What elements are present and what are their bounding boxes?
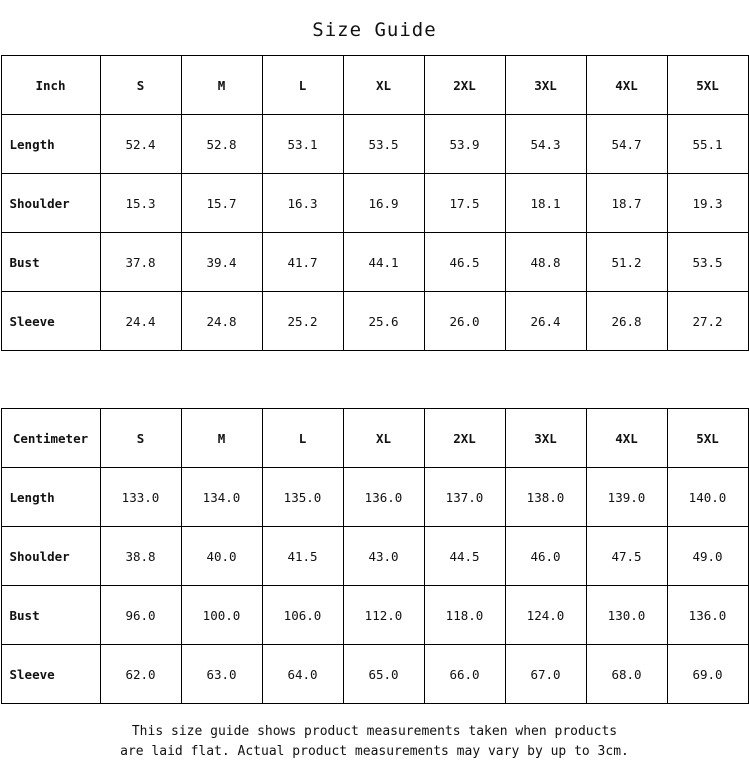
cell-value: 66.0: [424, 645, 505, 704]
cell-value: 46.0: [505, 527, 586, 586]
size-header-2xl: 2XL: [424, 56, 505, 115]
cell-value: 49.0: [667, 527, 748, 586]
cell-value: 54.3: [505, 115, 586, 174]
table-row: [1, 174, 748, 233]
centimeter-size-table: [1, 408, 749, 704]
footnote-line-1: This size guide shows product measurements taken when products: [131, 724, 618, 739]
measure-label-bust: Bust: [1, 586, 100, 645]
cell-value: 52.8: [181, 115, 262, 174]
cell-value: 62.0: [100, 645, 181, 704]
cell-value: 41.7: [262, 233, 343, 292]
cell-value: 53.9: [424, 115, 505, 174]
size-header-m: M: [181, 409, 262, 468]
cell-value: 118.0: [424, 586, 505, 645]
table-row: [1, 233, 748, 292]
cell-value: 25.2: [262, 292, 343, 351]
cell-value: 46.5: [424, 233, 505, 292]
size-header-4xl: 4XL: [586, 56, 667, 115]
cell-value: 26.4: [505, 292, 586, 351]
size-header-l: L: [262, 409, 343, 468]
cell-value: 135.0: [262, 468, 343, 527]
cell-value: 44.1: [343, 233, 424, 292]
table-row: [1, 115, 748, 174]
table-header-row: [1, 409, 748, 468]
cell-value: 65.0: [343, 645, 424, 704]
cell-value: 54.7: [586, 115, 667, 174]
measure-label-shoulder: Shoulder: [1, 174, 100, 233]
page-title: Size Guide: [312, 19, 437, 41]
size-header-s: S: [100, 409, 181, 468]
footnote: [0, 704, 749, 762]
size-header-s: S: [100, 56, 181, 115]
cell-value: 41.5: [262, 527, 343, 586]
table-row: [1, 468, 748, 527]
cell-value: 47.5: [586, 527, 667, 586]
cell-value: 26.8: [586, 292, 667, 351]
table-row: [1, 645, 748, 704]
measure-label-length: Length: [1, 115, 100, 174]
cell-value: 106.0: [262, 586, 343, 645]
cell-value: 53.1: [262, 115, 343, 174]
cell-value: 18.1: [505, 174, 586, 233]
cell-value: 96.0: [100, 586, 181, 645]
cell-value: 100.0: [181, 586, 262, 645]
cell-value: 15.7: [181, 174, 262, 233]
size-header-2xl: 2XL: [424, 409, 505, 468]
cell-value: 37.8: [100, 233, 181, 292]
cell-value: 64.0: [262, 645, 343, 704]
cell-value: 27.2: [667, 292, 748, 351]
cell-value: 40.0: [181, 527, 262, 586]
cell-value: 124.0: [505, 586, 586, 645]
size-header-xl: XL: [343, 409, 424, 468]
size-header-3xl: 3XL: [505, 56, 586, 115]
cell-value: 18.7: [586, 174, 667, 233]
cell-value: 43.0: [343, 527, 424, 586]
cell-value: 53.5: [667, 233, 748, 292]
cell-value: 136.0: [343, 468, 424, 527]
cell-value: 112.0: [343, 586, 424, 645]
cell-value: 24.4: [100, 292, 181, 351]
size-header-xl: XL: [343, 56, 424, 115]
cell-value: 16.3: [262, 174, 343, 233]
table-row: [1, 586, 748, 645]
cell-value: 26.0: [424, 292, 505, 351]
cell-value: 63.0: [181, 645, 262, 704]
cell-value: 39.4: [181, 233, 262, 292]
table-row: [1, 292, 748, 351]
cell-value: 51.2: [586, 233, 667, 292]
cell-value: 38.8: [100, 527, 181, 586]
measure-label-sleeve: Sleeve: [1, 292, 100, 351]
unit-header-inch: Inch: [1, 56, 100, 115]
cell-value: 55.1: [667, 115, 748, 174]
cell-value: 48.8: [505, 233, 586, 292]
cell-value: 24.8: [181, 292, 262, 351]
cell-value: 17.5: [424, 174, 505, 233]
cell-value: 133.0: [100, 468, 181, 527]
cell-value: 67.0: [505, 645, 586, 704]
cell-value: 140.0: [667, 468, 748, 527]
cell-value: 69.0: [667, 645, 748, 704]
cell-value: 138.0: [505, 468, 586, 527]
cell-value: 68.0: [586, 645, 667, 704]
size-header-l: L: [262, 56, 343, 115]
cell-value: 137.0: [424, 468, 505, 527]
size-header-4xl: 4XL: [586, 409, 667, 468]
table-spacer: [1, 351, 749, 408]
cell-value: 134.0: [181, 468, 262, 527]
cell-value: 16.9: [343, 174, 424, 233]
table-header-row: [1, 56, 748, 115]
measure-label-shoulder: Shoulder: [1, 527, 100, 586]
cell-value: 25.6: [343, 292, 424, 351]
inch-size-table: [1, 55, 749, 351]
size-header-5xl: 5XL: [667, 409, 748, 468]
cell-value: 139.0: [586, 468, 667, 527]
size-header-m: M: [181, 56, 262, 115]
measure-label-length: Length: [1, 468, 100, 527]
size-header-3xl: 3XL: [505, 409, 586, 468]
cell-value: 44.5: [424, 527, 505, 586]
unit-header-centimeter: Centimeter: [1, 409, 100, 468]
cell-value: 52.4: [100, 115, 181, 174]
cell-value: 136.0: [667, 586, 748, 645]
table-row: [1, 527, 748, 586]
cell-value: 19.3: [667, 174, 748, 233]
cell-value: 15.3: [100, 174, 181, 233]
cell-value: 130.0: [586, 586, 667, 645]
size-header-5xl: 5XL: [667, 56, 748, 115]
measure-label-bust: Bust: [1, 233, 100, 292]
footnote-line-2: are laid flat. Actual product measurements may vary by up to 3cm.: [120, 744, 629, 759]
cell-value: 53.5: [343, 115, 424, 174]
measure-label-sleeve: Sleeve: [1, 645, 100, 704]
